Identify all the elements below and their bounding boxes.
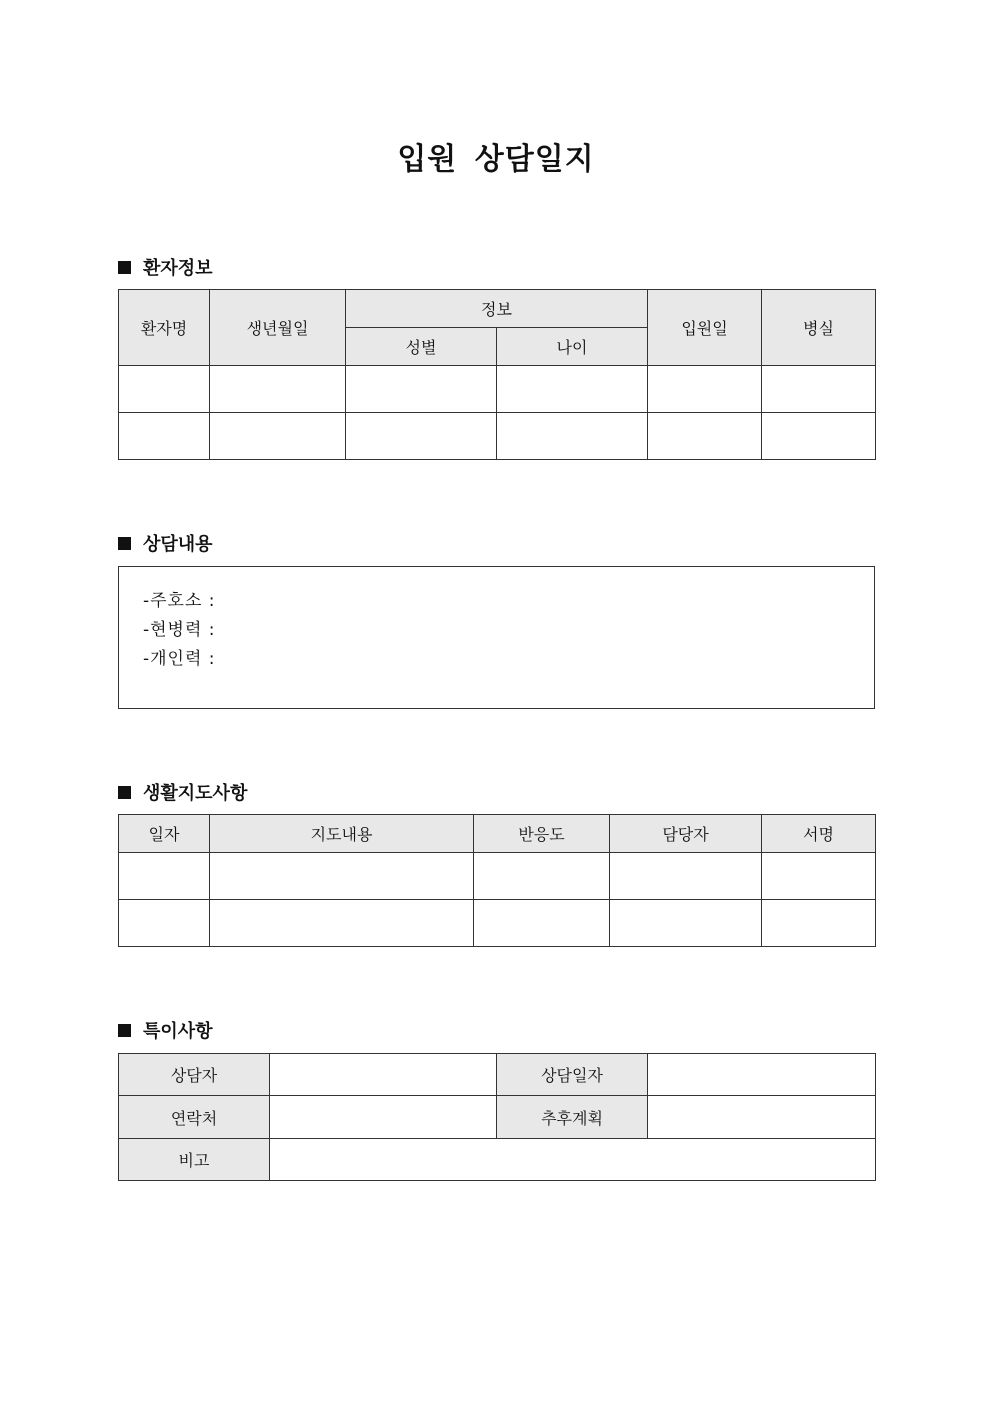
black-square-icon bbox=[118, 261, 131, 274]
black-square-icon bbox=[118, 786, 131, 799]
cell-guidance-content[interactable] bbox=[210, 853, 474, 900]
page-title: 입원 상담일지 bbox=[397, 142, 595, 177]
cell-ward[interactable] bbox=[762, 366, 876, 413]
personal-history-line: -개인력 : bbox=[143, 649, 216, 669]
header-contact: 연락처 bbox=[119, 1096, 270, 1139]
header-admission-date: 입원일 bbox=[648, 290, 762, 366]
section-label: 환자정보 bbox=[143, 258, 213, 279]
cell-signature[interactable] bbox=[762, 853, 876, 900]
header-response: 반응도 bbox=[474, 815, 610, 853]
cell-response[interactable] bbox=[474, 900, 610, 947]
cell-consult-date[interactable] bbox=[648, 1054, 876, 1096]
cell-contact[interactable] bbox=[270, 1096, 497, 1139]
section-heading-patient-info bbox=[118, 254, 213, 280]
header-ward: 병실 bbox=[762, 290, 876, 366]
special-notes-table bbox=[118, 1053, 876, 1181]
table-row bbox=[119, 900, 876, 947]
cell-followup-plan[interactable] bbox=[648, 1096, 876, 1139]
black-square-icon bbox=[118, 1024, 131, 1037]
cell-birth-date[interactable] bbox=[210, 366, 346, 413]
cell-manager[interactable] bbox=[610, 853, 762, 900]
table-row bbox=[119, 366, 876, 413]
header-consult-date: 상담일자 bbox=[497, 1054, 648, 1096]
cell-gender[interactable] bbox=[346, 366, 497, 413]
table-row bbox=[119, 413, 876, 460]
cell-patient-name[interactable] bbox=[119, 413, 210, 460]
cell-signature[interactable] bbox=[762, 900, 876, 947]
header-date: 일자 bbox=[119, 815, 210, 853]
header-counselor: 상담자 bbox=[119, 1054, 270, 1096]
header-manager: 담당자 bbox=[610, 815, 762, 853]
chief-complaint-line: -주호소 : bbox=[143, 591, 216, 611]
cell-gender[interactable] bbox=[346, 413, 497, 460]
section-heading-consultation bbox=[118, 530, 213, 556]
header-followup-plan: 추후계획 bbox=[497, 1096, 648, 1139]
cell-patient-name[interactable] bbox=[119, 366, 210, 413]
header-info: 정보 bbox=[346, 290, 648, 328]
section-heading-life-guidance bbox=[118, 779, 247, 805]
cell-date[interactable] bbox=[119, 853, 210, 900]
section-label: 특이사항 bbox=[143, 1021, 213, 1042]
header-birth-date: 생년월일 bbox=[210, 290, 346, 366]
black-square-icon bbox=[118, 537, 131, 550]
table-row bbox=[119, 853, 876, 900]
cell-remarks[interactable] bbox=[270, 1139, 876, 1181]
section-label: 생활지도사항 bbox=[143, 783, 248, 804]
cell-age[interactable] bbox=[497, 413, 648, 460]
cell-ward[interactable] bbox=[762, 413, 876, 460]
header-age: 나이 bbox=[497, 328, 648, 366]
cell-response[interactable] bbox=[474, 853, 610, 900]
present-illness-line: -현병력 : bbox=[143, 620, 216, 640]
section-heading-special-notes bbox=[118, 1017, 213, 1043]
patient-info-table bbox=[118, 289, 876, 460]
cell-age[interactable] bbox=[497, 366, 648, 413]
cell-guidance-content[interactable] bbox=[210, 900, 474, 947]
header-remarks: 비고 bbox=[119, 1139, 270, 1181]
header-gender: 성별 bbox=[346, 328, 497, 366]
header-guidance-content: 지도내용 bbox=[210, 815, 474, 853]
section-label: 상담내용 bbox=[143, 534, 213, 555]
guidance-table bbox=[118, 814, 876, 947]
header-patient-name: 환자명 bbox=[119, 290, 210, 366]
header-signature: 서명 bbox=[762, 815, 876, 853]
cell-admission-date[interactable] bbox=[648, 413, 762, 460]
cell-date[interactable] bbox=[119, 900, 210, 947]
cell-counselor[interactable] bbox=[270, 1054, 497, 1096]
cell-manager[interactable] bbox=[610, 900, 762, 947]
consultation-box[interactable] bbox=[118, 566, 875, 709]
cell-birth-date[interactable] bbox=[210, 413, 346, 460]
cell-admission-date[interactable] bbox=[648, 366, 762, 413]
